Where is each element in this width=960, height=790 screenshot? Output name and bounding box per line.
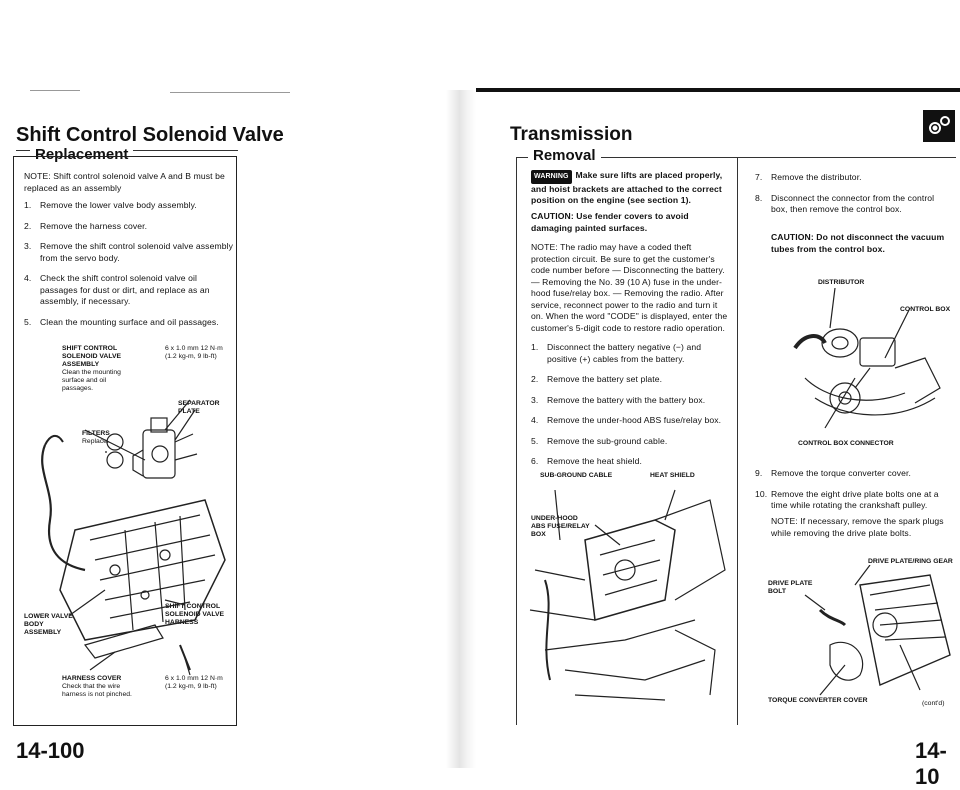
gear-icon: [923, 110, 955, 142]
left-step: 5. Clean the mounting surface and oil passages.: [24, 316, 219, 327]
left-step: 1. Remove the lower valve body assembly.: [24, 200, 197, 210]
label-distributor: DISTRIBUTOR: [818, 279, 865, 286]
label-harness-cover-check: Check that the wire harness is not pinched.: [62, 683, 132, 698]
removal-steps-c: [755, 468, 950, 521]
label-lower-valve-body: LOWER VALVE BODY ASSEMBLY: [24, 613, 73, 636]
label-heat-shield: HEAT SHIELD: [650, 472, 695, 479]
removal-step: 8. Disconnect the connector from the control box, then remove the control box.: [755, 192, 935, 214]
right-section-heading: Removal: [528, 147, 601, 164]
label-separator-plate: SEPARATOR PLATE: [178, 400, 220, 415]
label-filters-replace: Replace.: [82, 438, 109, 445]
continued-label: (cont'd): [922, 700, 945, 707]
label-abs-fuse-box: UNDER-HOOD ABS FUSE/RELAY BOX: [531, 515, 590, 538]
label-torque-converter-cover: TORQUE CONVERTER COVER: [768, 697, 868, 704]
removal-steps-b: [755, 172, 950, 225]
left-page-number: 14-100: [16, 738, 85, 763]
left-steps: [24, 200, 234, 337]
label-control-box: CONTROL BOX: [900, 306, 951, 313]
removal-step: 1. Disconnect the battery negative (−) and positive (+) cables from the battery.: [531, 342, 702, 364]
right-page-number: 14-10: [915, 738, 947, 789]
left-step: 4. Check the shift control solenoid valve oil passages for dust or dirt, and replace as an assembly, if necessary.: [24, 273, 210, 306]
warning-badge: WARNING: [531, 170, 572, 184]
label-bolt-bottom: 6 x 1.0 mm 12 N·m (1.2 kg-m, 9 lb-ft): [165, 675, 223, 690]
removal-steps-a: [531, 342, 731, 477]
label-scs-valve-clean: Clean the mounting surface and oil passages.: [62, 369, 121, 392]
left-step: 3. Remove the shift control solenoid valve assembly from the servo body.: [24, 241, 233, 263]
left-page-title: Shift Control Solenoid Valve: [16, 124, 284, 146]
right-top-bar: [476, 88, 960, 92]
left-note: NOTE: Shift control solenoid valve A and B must be replaced as an assembly: [24, 171, 225, 193]
removal-step: 10. Remove the eight drive plate bolts one at a time while rotating the crankshaft pulley.: [755, 488, 939, 510]
top-rule: [170, 92, 290, 93]
right-column-divider: [737, 157, 738, 725]
label-scs-valve-assembly: SHIFT CONTROL SOLENOID VALVE ASSEMBLY: [62, 345, 122, 368]
left-step: 2. Remove the harness cover.: [24, 220, 148, 231]
label-scs-harness: SHIFT CONTROL SOLENOID VALVE HARNESS: [165, 603, 225, 626]
battery-area-illustration: [525, 480, 730, 710]
spark-plug-note: NOTE: If necessary, remove the spark plugs while removing the drive plate bolts.: [771, 516, 944, 538]
label-bolt-top: 6 x 1.0 mm 12 N·m (1.2 kg-m, 9 lb-ft): [165, 345, 223, 360]
right-page-title: Transmission: [510, 124, 633, 145]
caution-fender: CAUTION: Use fender covers to avoid damaging painted surfaces.: [531, 211, 689, 233]
drive-plate-illustration: [800, 565, 955, 700]
top-rule: [30, 90, 80, 91]
solenoid-valve-illustration: [15, 390, 233, 700]
label-filters: FILTERS: [82, 430, 110, 437]
removal-step: 9. Remove the torque converter cover.: [755, 468, 912, 478]
caution-vacuum: CAUTION: Do not disconnect the vacuum tubes from the control box.: [771, 232, 945, 254]
removal-step: 2. Remove the battery set plate.: [531, 374, 663, 384]
removal-step: 5. Remove the sub-ground cable.: [531, 435, 668, 446]
label-sub-ground-cable: SUB-GROUND CABLE: [540, 472, 613, 479]
warning-block: WARNING Make sure lifts are placed properly, and hoist brackets are attached to the correct position on the engine (see section 1).: [531, 170, 723, 205]
radio-note: NOTE: The radio may have a coded theft protection circuit. Be sure to get the customer's code number before — Disconnecting the battery. — Removing the No. 39 (10 A) fuse in the under-hood fuse/relay box. — Removing the radio. After service, reconnect power to the radio and turn it on. When the word "CODE" is displayed, enter the customer's 5-digit code to restore radio operation.: [531, 242, 728, 333]
removal-step: 7. Remove the distributor.: [755, 172, 862, 182]
left-section-heading: Replacement: [30, 146, 133, 163]
label-harness-cover: HARNESS COVER: [62, 675, 122, 682]
removal-step: 4. Remove the under-hood ABS fuse/relay box.: [531, 415, 722, 425]
label-drive-plate-ring-gear: DRIVE PLATE/RING GEAR: [868, 558, 953, 565]
page-gutter: [446, 90, 476, 768]
control-box-illustration: [785, 288, 955, 438]
removal-step: 6. Remove the heat shield.: [531, 456, 642, 466]
removal-step: 3. Remove the battery with the battery box.: [531, 394, 706, 405]
label-drive-plate-bolt: DRIVE PLATE BOLT: [768, 580, 813, 595]
label-control-box-connector: CONTROL BOX CONNECTOR: [798, 440, 894, 447]
right-left-border: [516, 157, 517, 725]
